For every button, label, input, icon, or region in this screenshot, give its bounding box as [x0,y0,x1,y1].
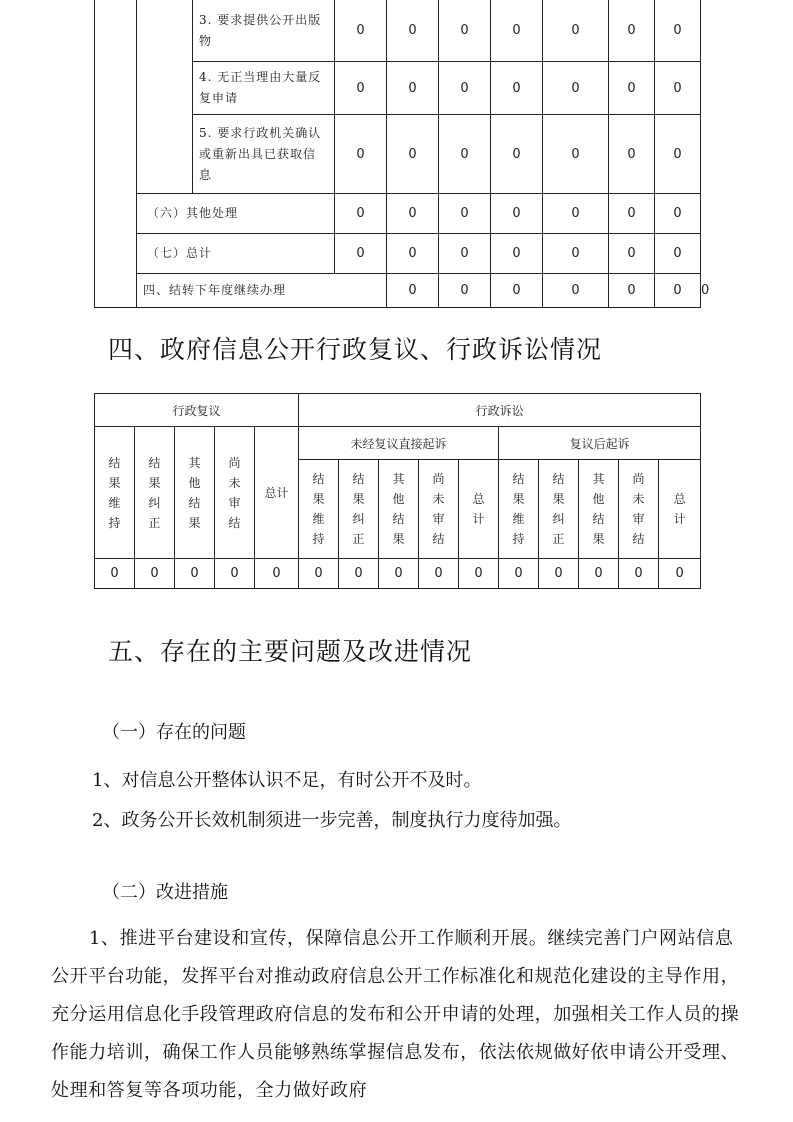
col-header [299,460,339,559]
header-row [95,394,701,427]
col-label: 尚未审结 [632,472,645,546]
header-row [95,427,701,460]
col-header [339,460,379,559]
cell-value: 0 [439,115,491,194]
cell-value: 0 [339,559,379,589]
section5-heading: 五、存在的主要问题及改进情况 [108,637,473,666]
section4-heading: 四、政府信息公开行政复议、行政诉讼情况 [108,335,603,364]
cell-value: 0 [387,194,439,234]
table-row [95,234,701,274]
row-label: 4. 无正当理由大量反复申请 [193,62,335,115]
cell-value: 0 [491,194,543,234]
cell-value: 0 [499,559,539,589]
col-header [175,427,215,559]
col-header [539,460,579,559]
cell-value: 0 [609,62,655,115]
col-label: 总计 [264,486,289,500]
cell-value: 0 [491,115,543,194]
col-header [459,460,499,559]
col-label: 其他结果 [592,472,605,546]
col-label: 尚未审结 [432,472,445,546]
cell-value: 0 [459,559,499,589]
table-row [95,0,701,62]
row-label: （六）其他处理 [137,194,335,234]
cell-value: 0 [439,0,491,62]
cell-value: 0 [491,274,543,308]
group-cell [137,0,193,194]
cell-value: 0 [543,62,609,115]
cell-value: 0 [387,0,439,62]
cell-value: 0 [255,559,299,589]
col-label: 总计 [472,492,485,526]
table-row [95,194,701,234]
cell-value: 0 [609,274,655,308]
cell-value: 0 [335,194,387,234]
cell-value: 0 [543,234,609,274]
col-label: 结果纠正 [352,472,365,546]
col-label: 其他结果 [392,472,405,546]
col-header [379,460,419,559]
col-label: 尚未审结 [228,455,241,530]
cell-value: 0 [387,62,439,115]
admin-litigation-header: 行政诉讼 [299,394,701,427]
cell-value: 0 [609,0,655,62]
col-header [135,427,175,559]
cell-value: 0 [379,559,419,589]
cell-value: 0 [299,559,339,589]
cell-value: 0 [335,115,387,194]
cell-value: 0 [95,559,135,589]
col-label: 总计 [673,492,686,526]
problems-title: （一）存在的问题 [102,722,246,743]
col-header [95,427,135,559]
cell-value: 0 [655,62,701,115]
cell-value: 0 [387,115,439,194]
outer-cell [95,0,137,308]
col-label: 结果维持 [512,472,525,546]
cell-value: 0 [387,274,439,308]
cell-value: 0 [491,0,543,62]
measures-paragraph: 1、推进平台建设和宣传，保障信息公开工作顺利开展。继续完善门户网站信息公开平台功能，发挥平台对推动政府信息公开工作标准化和规范化建设的主导作用，充分运用信息化手段管理政府信息的发布和公开申请的处理，加强相关工作人员的操作能力培训，确保工作人员能够熟练掌握信息发布，依法依规做好依申请公开受理、处理和答复等各项功能，全力做好政府 [51,928,740,1101]
problem-item: 1、对信息公开整体认识不足，有时公开不及时。 [92,770,482,791]
col-header [419,460,459,559]
cell-value: 0 [175,559,215,589]
col-header [215,427,255,559]
admin-review-header: 行政复议 [95,394,299,427]
cell-value: 0 [539,559,579,589]
row-label: （七）总计 [137,234,335,274]
cell-value: 0 [609,234,655,274]
cell-value: 0 [655,0,701,62]
cell-value: 0 [579,559,619,589]
row-label: 四、结转下年度继续办理 [137,274,387,308]
cell-value: 0 [215,559,255,589]
cell-value: 0 [335,0,387,62]
problem-item: 2、政务公开长效机制须进一步完善，制度执行力度待加强。 [92,810,572,831]
col-header [255,427,299,559]
col-header [659,460,701,559]
cell-value: 0 [609,115,655,194]
review-litigation-table [94,393,701,589]
cell-value: 0 [543,194,609,234]
cell-value: 0 [335,234,387,274]
cell-value: 0 [491,234,543,274]
cell-value: 0 [609,194,655,234]
cell-value: 0 [439,234,491,274]
measures-title: （二）改进措施 [102,882,228,903]
col-header [499,460,539,559]
cell-value: 0 [655,274,701,308]
col-label: 其他结果 [188,455,201,530]
cell-value: 0 [619,559,659,589]
col-label: 结果维持 [312,472,325,546]
cell-value: 0 [439,274,491,308]
col-header [579,460,619,559]
cell-value: 0 [387,234,439,274]
cell-value: 0 [655,115,701,194]
col-header [619,460,659,559]
table-row: 四、结转下年度继续办理 0 0 0 0 0 0 0 [95,274,701,308]
cell-value: 0 [335,62,387,115]
cell-value: 0 [543,274,609,308]
cell-value: 0 [439,62,491,115]
col-label: 结果纠正 [552,472,565,546]
col-label: 结果纠正 [148,455,161,530]
row-label: 5. 要求行政机关确认或重新出具已获取信息 [193,115,335,194]
cell-value: 0 [543,115,609,194]
cell-value: 0 [543,0,609,62]
cell-value: 0 [655,194,701,234]
after-review-suit-header: 复议后起诉 [499,427,701,460]
disposal-table [94,0,710,308]
cell-value: 0 [491,62,543,115]
col-label: 结果维持 [108,455,121,530]
cell-value: 0 [419,559,459,589]
row-label: 3. 要求提供公开出版物 [193,0,335,62]
table-row [95,559,701,589]
cell-value: 0 [655,234,701,274]
cell-value: 0 [439,194,491,234]
cell-value: 0 [659,559,701,589]
cell-value: 0 [135,559,175,589]
direct-suit-header: 未经复议直接起诉 [299,427,499,460]
